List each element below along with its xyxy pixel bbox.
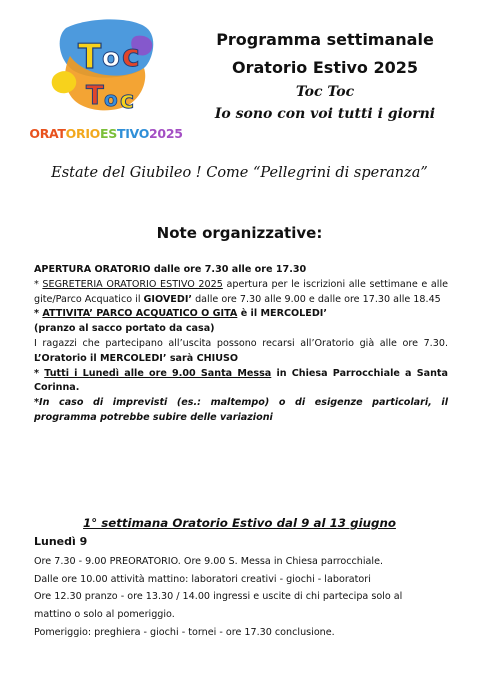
schedule-line: Ore 12.30 pranzo - ore 13.30 / 14.00 ingressi e uscite di chi partecipa solo al	[34, 591, 403, 603]
svg-text:o: o	[102, 43, 120, 73]
toc-toc-logo-icon	[26, 16, 186, 126]
organizational-notes	[34, 263, 448, 426]
notes-heading: Note organizzative:	[156, 224, 323, 242]
svg-text:c: c	[122, 39, 140, 74]
trip-note: * ATTIVITA’ PARCO ACQUATICO O GITA è il MERCOLEDI’	[34, 308, 327, 320]
svg-text:o: o	[104, 87, 118, 111]
day-schedule	[34, 553, 454, 642]
mass-note: * Tutti i Lunedì alle ore 9.00 Santa Messa in Chiesa Parrocchiale a Santa Corinna.	[34, 367, 448, 394]
week-title: 1° settimana Oratorio Estivo dal 9 al 13 giugno	[83, 516, 396, 530]
theme-name: Toc Toc	[295, 84, 355, 100]
trip-departure-note: I ragazzi che partecipano all’uscita possono recarsi all’Oratorio già alle ore 7.30. L’Oratorio il MERCOLEDI’ sarà CHIUSO	[34, 337, 448, 364]
svg-text:T: T	[86, 81, 104, 111]
logo-wordmark: ORATORIOESTIVO2025	[29, 126, 183, 141]
opening-hours: APERTURA ORATORIO dalle ore 7.30 alle ore 17.30	[34, 264, 307, 275]
schedule-line: Pomeriggio: preghiera - giochi - tornei - ore 17.30 conclusione.	[34, 626, 335, 638]
svg-text:T: T	[78, 37, 102, 77]
day-title: Lunedì 9	[34, 535, 88, 548]
schedule-line: Dalle ore 10.00 attività mattino: laboratori creativi - giochi - laboratori	[34, 573, 371, 585]
page-title: Programma settimanale	[216, 30, 434, 49]
oratorio-logo	[26, 16, 186, 146]
page-subtitle: Oratorio Estivo 2025	[232, 58, 418, 77]
schedule-line: mattino o solo al pomeriggio.	[34, 609, 175, 621]
schedule-line: Ore 7.30 - 9.00 PREORATORIO. Ore 9.00 S. Messa in Chiesa parrocchiale.	[34, 556, 384, 567]
secretariat-note: * SEGRETERIA ORATORIO ESTIVO 2025 apertura per le iscrizioni alle settimane e alle gite/Parco Acquatico il GIOVEDI’ dalle ore 7.30 alle 9.00 e dalle ore 17.30 alle 18.45	[34, 278, 449, 305]
variation-note: *In caso di imprevisti (es.: maltempo) o di esigenze particolari, il programma potrebbe subire delle variazioni	[34, 397, 448, 423]
jubilee-motto: Estate del Giubileo ! Come “Pellegrini di speranza”	[51, 165, 428, 181]
lunch-note: (pranzo al sacco portato da casa)	[34, 323, 215, 335]
theme-tagline: Io sono con voi tutti i giorni	[214, 106, 436, 122]
svg-text:c: c	[120, 86, 135, 114]
